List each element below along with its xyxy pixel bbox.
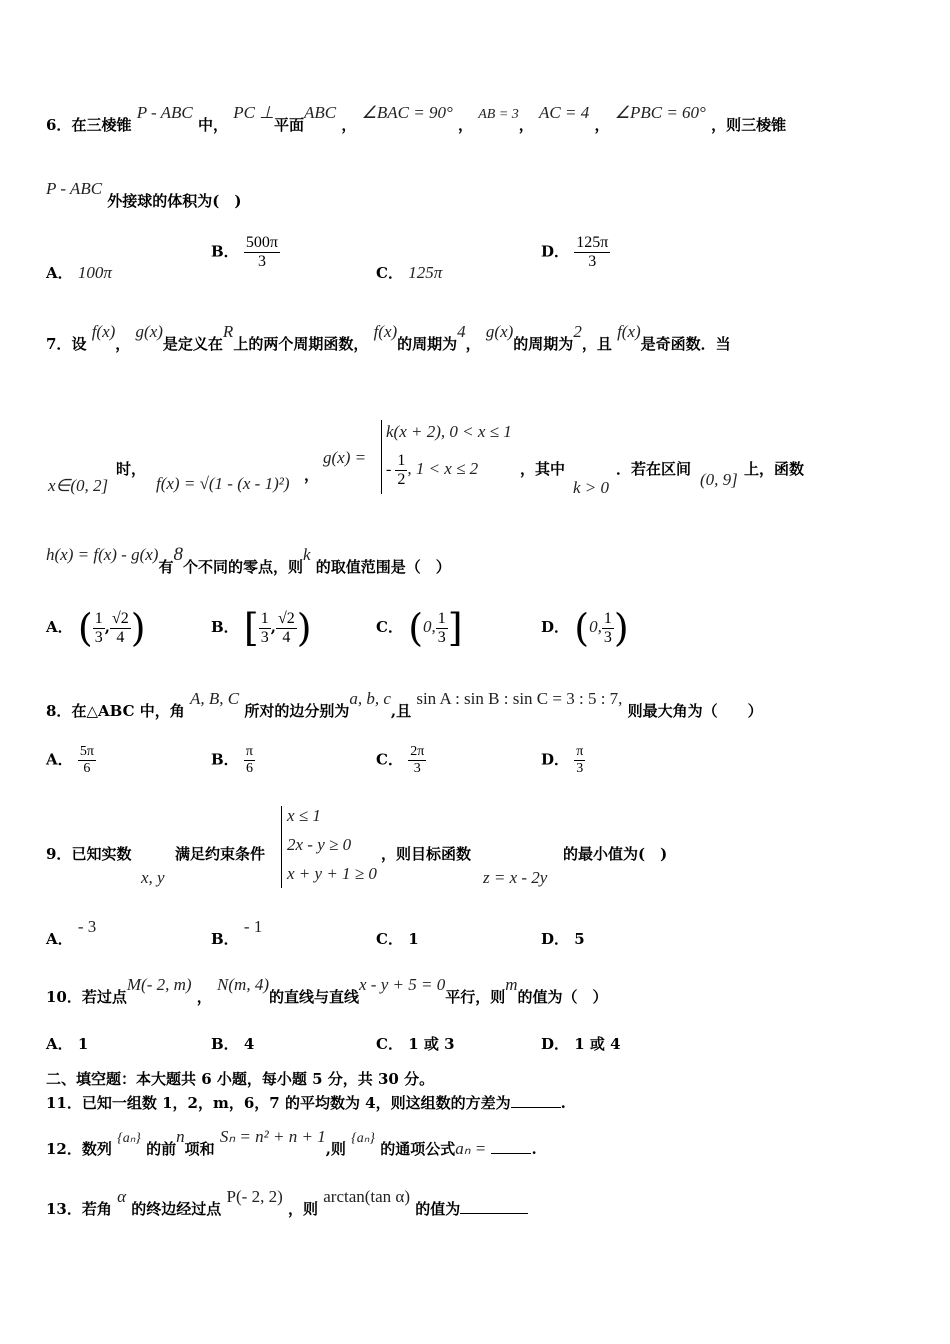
q9-option-a[interactable] bbox=[46, 917, 97, 949]
q8-text: ,且 bbox=[390, 702, 412, 720]
q13-text: 的值为 bbox=[415, 1200, 461, 1218]
q6-text: 中， bbox=[197, 116, 228, 134]
answer-blank[interactable] bbox=[460, 1213, 528, 1214]
q7-text: ， bbox=[304, 466, 320, 484]
q12-math: Sₙ = n² + n + 1 bbox=[219, 1127, 326, 1146]
q9-text: 已知实数 bbox=[71, 845, 132, 863]
question-7-line1 bbox=[46, 322, 731, 354]
option-value: 1 或 3 bbox=[408, 1035, 455, 1053]
constraint-brace bbox=[281, 806, 282, 888]
q6-math: ABC bbox=[304, 103, 337, 122]
q7-text: 的周期为 bbox=[397, 335, 458, 353]
option-value: - 1 bbox=[243, 917, 263, 936]
q7-text: 个不同的零点，则 bbox=[182, 558, 303, 576]
option-label: C． bbox=[376, 750, 403, 769]
option-value: - 3 bbox=[77, 917, 97, 936]
question-12-line bbox=[46, 1127, 537, 1159]
question-9-line-a bbox=[46, 843, 131, 864]
option-value: 5 bbox=[574, 930, 585, 948]
option-value: 4 bbox=[243, 1035, 255, 1053]
q8-math: A, B, C bbox=[189, 689, 240, 708]
q10-text: 的直线与直线 bbox=[269, 988, 360, 1006]
fraction: $\frac{500\pi}{3}$ bbox=[245, 234, 278, 270]
q13-math: α bbox=[117, 1187, 127, 1206]
fraction: $\frac{1}{3}$ bbox=[603, 609, 612, 646]
q6-option-c[interactable] bbox=[376, 262, 442, 283]
q7-case1: k(x + 2), 0 < x ≤ 1 bbox=[386, 422, 512, 441]
option-value: 0, bbox=[589, 617, 602, 636]
fraction: $\frac{\pi}{3}$ bbox=[576, 744, 584, 776]
q8-text: 则最大角为（ ） bbox=[627, 702, 763, 720]
q6-math: ∠PBC = 60° bbox=[614, 103, 706, 122]
question-6-line2 bbox=[46, 179, 242, 211]
q7-text: 有 bbox=[158, 558, 174, 576]
fraction: $\frac{125\pi}{3}$ bbox=[576, 234, 609, 270]
q7-math: f(x) bbox=[373, 322, 398, 341]
q8-text: 在△ABC 中，角 bbox=[71, 702, 185, 720]
q7-text: 上的两个周期函数， bbox=[233, 335, 369, 353]
q7-text: ， bbox=[115, 335, 131, 353]
fraction: $\frac{1}{3}$ bbox=[94, 609, 103, 646]
q9-text: ，则目标函数 bbox=[381, 845, 472, 863]
q12-text: 数列 bbox=[81, 1140, 112, 1158]
fraction: $\frac{1}{2}$ bbox=[397, 452, 406, 488]
question-10-line bbox=[46, 975, 608, 1007]
question-number: 12． bbox=[46, 1140, 82, 1158]
question-8-line bbox=[46, 689, 763, 721]
fraction: $\frac{√2}{4}$ bbox=[111, 609, 129, 646]
q7-option-d[interactable] bbox=[541, 606, 629, 650]
q7-text: 上，函数 bbox=[744, 460, 805, 478]
q7-math: 2 bbox=[573, 322, 582, 341]
fraction: $\frac{5\pi}{6}$ bbox=[79, 744, 94, 776]
q10-math: M(- 2, m) bbox=[126, 975, 192, 994]
q8-option-b[interactable] bbox=[211, 744, 255, 777]
q7-math: (0, 9] bbox=[700, 470, 738, 489]
q7-math: f(x) = √(1 - (x - 1)²) bbox=[156, 474, 290, 493]
q7-math: k > 0 bbox=[573, 478, 610, 497]
question-number: 7． bbox=[46, 335, 72, 353]
bracket: [ bbox=[243, 606, 259, 650]
piecewise-brace bbox=[381, 420, 382, 494]
bracket: ) bbox=[613, 606, 629, 650]
q6-math: P - ABC bbox=[46, 179, 103, 198]
q7-text: ，且 bbox=[581, 335, 612, 353]
q7-option-c[interactable] bbox=[376, 606, 463, 650]
q6-text: 在三棱锥 bbox=[71, 116, 132, 134]
q6-option-b[interactable] bbox=[211, 234, 280, 271]
q10-text: ， bbox=[196, 988, 212, 1006]
q7-text: ．若在区间 bbox=[616, 460, 692, 478]
q7-text: 设 bbox=[71, 335, 87, 353]
option-label: B． bbox=[211, 930, 239, 948]
question-11-line bbox=[46, 1092, 566, 1113]
bracket: ( bbox=[77, 606, 93, 650]
q9-math: z = x - 2y bbox=[483, 868, 548, 887]
bracket: ] bbox=[447, 606, 463, 650]
option-value: 100π bbox=[77, 263, 112, 282]
question-7-line3 bbox=[46, 544, 451, 578]
option-label: A． bbox=[46, 1035, 73, 1053]
section-heading: 二、填空题：本大题共 6 小题，每小题 5 分，共 30 分。 bbox=[46, 1070, 435, 1088]
option-label: D． bbox=[541, 930, 570, 948]
q6-text: ， bbox=[341, 116, 357, 134]
fraction: $\frac{2\pi}{3}$ bbox=[410, 744, 425, 776]
q6-text: ， bbox=[594, 116, 610, 134]
q10-math: N(m, 4) bbox=[217, 975, 269, 994]
q7-math: g(x) bbox=[135, 322, 163, 341]
option-label: C． bbox=[376, 930, 403, 948]
answer-blank[interactable] bbox=[491, 1153, 531, 1154]
q7-math: R bbox=[222, 322, 234, 341]
bracket: ( bbox=[408, 606, 424, 650]
q7-text: 时， bbox=[116, 460, 147, 478]
q9-constraint: 2x - y ≥ 0 bbox=[287, 835, 352, 854]
q7-math: k bbox=[303, 545, 311, 564]
option-label: B． bbox=[211, 618, 239, 636]
q7-math: 4 bbox=[457, 322, 466, 341]
option-label: A． bbox=[46, 930, 73, 948]
q8-option-d[interactable] bbox=[541, 744, 585, 777]
question-13-line bbox=[46, 1187, 528, 1219]
bracket: ) bbox=[130, 606, 146, 650]
q7-text: ， bbox=[465, 335, 481, 353]
q7-option-a[interactable]: A． ( $\frac{1}{3}$ , $\frac{√2}{4}$ ) bbox=[46, 606, 146, 650]
q9-constraint: x ≤ 1 bbox=[287, 806, 321, 825]
q12-math: {aₙ} bbox=[117, 1131, 141, 1146]
q9-option-b[interactable] bbox=[211, 917, 263, 949]
q6-text: ，则三棱锥 bbox=[711, 116, 787, 134]
option-value: 0, bbox=[423, 617, 436, 636]
q10-option-c[interactable] bbox=[376, 1033, 455, 1054]
q8-option-a[interactable] bbox=[46, 744, 96, 777]
q9-text: 的最小值为( ) bbox=[563, 845, 668, 863]
q6-text: ， bbox=[518, 116, 534, 134]
q10-text: 若过点 bbox=[81, 988, 127, 1006]
q7-text: 的周期为 bbox=[513, 335, 574, 353]
question-number: 6． bbox=[46, 116, 72, 134]
q12-text: 项和 bbox=[184, 1140, 215, 1158]
q12-text: 的通项公式 bbox=[380, 1140, 456, 1158]
question-number: 13． bbox=[46, 1200, 82, 1218]
bracket: ) bbox=[296, 606, 312, 650]
q9-option-c[interactable] bbox=[376, 928, 419, 949]
question-number: 10． bbox=[46, 988, 82, 1006]
option-label: D． bbox=[541, 618, 570, 636]
q10-option-a[interactable] bbox=[46, 1033, 88, 1054]
option-value: 1 或 4 bbox=[574, 1035, 621, 1053]
question-6-line1 bbox=[46, 103, 787, 135]
q8-math: sin A : sin B : sin C = 3 : 5 : 7, bbox=[416, 689, 623, 708]
q6-math: P - ABC bbox=[136, 103, 193, 122]
q8-option-c[interactable] bbox=[376, 744, 426, 777]
q13-math: arctan(tan α) bbox=[323, 1187, 411, 1206]
q8-math: a, b, c bbox=[349, 689, 391, 708]
option-label: C． bbox=[376, 618, 403, 636]
q10-option-d[interactable] bbox=[541, 1033, 621, 1054]
option-label: C． bbox=[376, 1035, 403, 1053]
q10-math: x - y + 5 = 0 bbox=[359, 975, 446, 994]
q10-text: 的值为（ ） bbox=[517, 988, 608, 1006]
option-label: B． bbox=[211, 1035, 239, 1053]
q7-text: ，其中 bbox=[520, 460, 566, 478]
answer-blank[interactable] bbox=[511, 1107, 561, 1108]
q13-text: 的终边经过点 bbox=[131, 1200, 222, 1218]
option-value: 125π bbox=[408, 263, 443, 282]
option-value: 1 bbox=[408, 930, 419, 948]
q11-text: 已知一组数 1，2，m，6，7 的平均数为 4，则这组数的方差为 bbox=[81, 1094, 511, 1112]
fraction: $\frac{1}{3}$ bbox=[437, 609, 446, 646]
q7-math: g(x) bbox=[485, 322, 514, 341]
q6-math: PC ⊥ bbox=[233, 103, 275, 122]
q6-text: 平面 bbox=[274, 116, 305, 134]
q7-math: h(x) = f(x) - g(x) bbox=[46, 545, 159, 564]
q7-math: x∈(0, 2] bbox=[48, 476, 109, 495]
option-label: D． bbox=[541, 750, 570, 769]
bracket: ( bbox=[574, 606, 590, 650]
q7-text: 是定义在 bbox=[162, 335, 223, 353]
q7-case2 bbox=[386, 452, 478, 489]
q7-text: 的取值范围是（ ） bbox=[315, 558, 451, 576]
q10-text: 平行，则 bbox=[445, 988, 506, 1006]
question-number: 11． bbox=[46, 1094, 82, 1112]
q13-text: ，则 bbox=[287, 1200, 318, 1218]
q10-option-b[interactable] bbox=[211, 1033, 254, 1054]
q9-text: 满足约束条件 bbox=[175, 845, 266, 863]
q7-text: 是奇函数．当 bbox=[640, 335, 731, 353]
q6-text: 外接球的体积为( ) bbox=[107, 192, 242, 210]
fraction: $\frac{√2}{4}$ bbox=[277, 609, 295, 646]
fraction: $\frac{\pi}{6}$ bbox=[245, 744, 253, 776]
option-label: B． bbox=[211, 750, 239, 769]
q12-math: n bbox=[176, 1127, 185, 1146]
fraction: $\frac{1}{3}$ bbox=[260, 609, 269, 646]
q13-math: P(- 2, 2) bbox=[226, 1187, 283, 1206]
q12-text: ,则 bbox=[325, 1140, 346, 1158]
option-label: A． bbox=[46, 264, 73, 282]
q9-constraint: x + y + 1 ≥ 0 bbox=[287, 864, 377, 883]
option-label: B． bbox=[211, 242, 239, 261]
q6-math: AC = 4 bbox=[539, 103, 590, 122]
q9-option-d[interactable] bbox=[541, 928, 585, 949]
q7-option-b[interactable]: B． [ $\frac{1}{3}$ , $\frac{√2}{4}$ ) bbox=[211, 606, 312, 650]
q6-math: ∠BAC = 90° bbox=[361, 103, 453, 122]
q7-math: 8 bbox=[173, 544, 183, 565]
option-value: 1 bbox=[77, 1035, 89, 1053]
q6-text: ， bbox=[457, 116, 473, 134]
q11-text: . bbox=[560, 1094, 566, 1112]
q7-math: g(x) = bbox=[323, 448, 367, 467]
option-label: D． bbox=[541, 1035, 570, 1053]
q12-math: aₙ = bbox=[455, 1139, 487, 1158]
q12-text: 的前 bbox=[146, 1140, 177, 1158]
q6-option-a[interactable] bbox=[46, 262, 112, 283]
question-number: 8． bbox=[46, 702, 72, 720]
q9-math: x, y bbox=[141, 868, 165, 887]
q8-text: 所对的边分别为 bbox=[244, 702, 350, 720]
option-label: C． bbox=[376, 264, 403, 282]
option-label: A． bbox=[46, 750, 73, 769]
q13-text: 若角 bbox=[81, 1200, 112, 1218]
q6-math: AB = 3 bbox=[478, 107, 519, 122]
q10-math: m bbox=[505, 975, 518, 994]
q12-math: {aₙ} bbox=[351, 1131, 375, 1146]
q7-math: f(x) bbox=[91, 322, 116, 341]
q7-math: f(x) bbox=[617, 322, 641, 341]
minus-sign: - bbox=[386, 461, 392, 479]
q12-text: . bbox=[531, 1140, 537, 1158]
option-label: A． bbox=[46, 618, 73, 636]
question-number: 9． bbox=[46, 845, 72, 863]
case-condition: , 1 < x ≤ 2 bbox=[407, 459, 479, 479]
option-label: D． bbox=[541, 242, 570, 261]
q6-option-d[interactable] bbox=[541, 234, 610, 271]
